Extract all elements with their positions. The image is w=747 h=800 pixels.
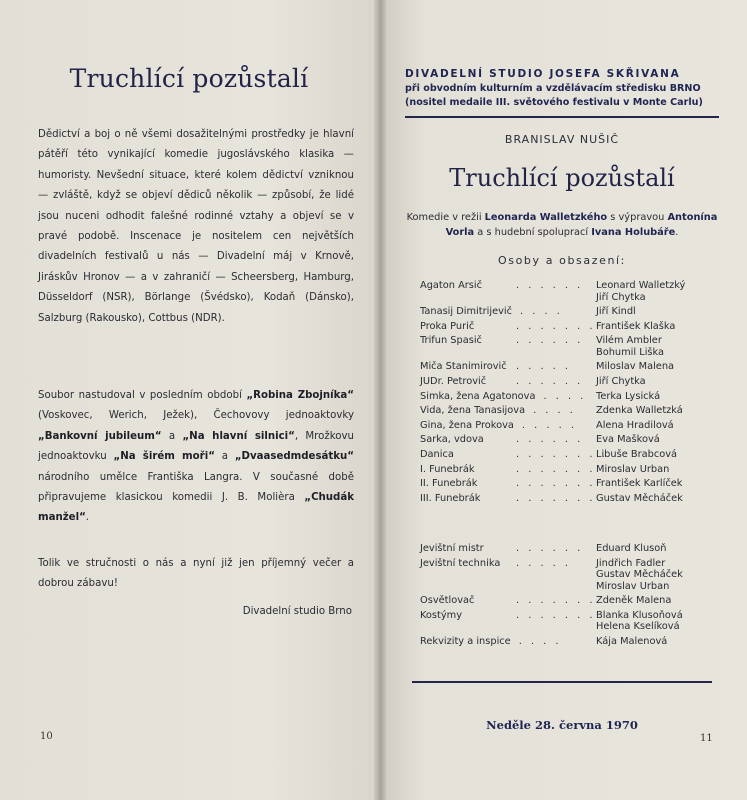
rep-title-bankovni: „Bankovní jubileum“ bbox=[38, 430, 162, 442]
cast-role: Trifun Spasič bbox=[420, 335, 482, 347]
crew-leader-dots: . . . . . . bbox=[516, 543, 584, 554]
crew-actor: Eduard Klusoň bbox=[596, 543, 667, 554]
closing-paragraph bbox=[38, 554, 354, 595]
cast-actor: Jiří Kindl bbox=[596, 306, 636, 318]
cast-role: Proka Purič bbox=[420, 320, 475, 332]
left-page-title: Truchlící pozůstalí bbox=[69, 64, 309, 93]
crew-leader-dots: . . . . . . . bbox=[516, 595, 596, 607]
cast-role: I. Funebrák bbox=[420, 463, 475, 475]
intro-paragraph bbox=[38, 125, 354, 329]
cast-leader-dots: . . . . . . . bbox=[516, 492, 596, 504]
cast-leader-dots: . . . . . bbox=[516, 361, 572, 373]
cast-actor: Miroslav Urban bbox=[596, 463, 670, 475]
cast-role: Sarka, vdova bbox=[420, 434, 484, 446]
play-title: Truchlící pozůstalí bbox=[449, 164, 675, 192]
rep-t4: , Mrožkovu jednoaktovku bbox=[38, 430, 354, 463]
cast-leader-dots: . . . . . . . bbox=[516, 478, 596, 490]
cast-role: Gina, žena Prokova bbox=[420, 419, 514, 431]
crew-leader-dots: . . . . . bbox=[516, 557, 572, 569]
crew-actor: Jindřich Fadler Gustav Měcháček Miroslav Urban bbox=[596, 557, 683, 592]
left-page-number: 10 bbox=[40, 731, 53, 742]
cast-role: JUDr. Petrovič bbox=[420, 376, 487, 387]
credits-director: Leonarda Walletzkého bbox=[484, 212, 608, 223]
cast-actor: Miloslav Malena bbox=[596, 361, 675, 373]
cast-role: Agaton Arsič bbox=[420, 280, 483, 291]
cast-actor: Vilém Ambler Bohumil Liška bbox=[596, 335, 665, 358]
credits-t3: a s hudební spoluprací bbox=[474, 227, 592, 238]
cast-leader-dots: . . . . bbox=[543, 390, 587, 402]
cast-role: Tanasij Dimitrijevič bbox=[420, 306, 513, 318]
crew-role: Jevištní technika bbox=[420, 557, 501, 569]
author-name: BRANISLAV NUŠIČ bbox=[504, 133, 620, 146]
cast-actor: Gustav Měcháček bbox=[596, 492, 683, 504]
theatre-name: DIVADELNÍ STUDIO JOSEFA SKŘIVANA bbox=[405, 68, 681, 80]
credits-t2: s výpravou bbox=[607, 212, 668, 223]
cast-actor: František Karlíček bbox=[596, 478, 683, 490]
crew-leader-dots: . . . . bbox=[518, 635, 562, 647]
cast-role: III. Funebrák bbox=[420, 492, 481, 504]
cast-actor: Terka Lysická bbox=[596, 390, 661, 402]
credits-t4: . bbox=[675, 227, 679, 238]
rep-t2: (Voskovec, Werich, Ježek), Čechovovy jednoaktovky bbox=[38, 410, 354, 422]
rep-t1: Soubor nastudoval v posledním období bbox=[38, 390, 247, 401]
crew-role: Osvětlovač bbox=[420, 595, 475, 607]
crew-role: Kostýmy bbox=[420, 609, 463, 621]
closing-text: Tolik ve stručnosti o nás a nyní již jen příjemný večer a dobrou zábavu! bbox=[38, 558, 354, 590]
rep-title-chudak: „Chudák manžel“ bbox=[38, 492, 354, 524]
theatre-award: (nositel medaile III. světového festivalu v Monte Carlu) bbox=[405, 97, 703, 108]
crew-role: Rekvizity a inspice bbox=[420, 635, 511, 647]
cast-leader-dots: . . . . . . bbox=[516, 434, 584, 446]
intro-text: Dědictví a boj o ně všemi dosažitelnými prostředky je hlavní pátěří této vynikající komedie jugoslávského klasika — humoristy. Nevšední situace, které kolem dědictví vzniknou — zvláště, když se objeví dědiců několik — způsobí, že lidé jsou nuceni odhodit falešné rodinné vztahy a objeví se v pravé podobě. Inscenace je nositelem cen největších divadelních festivalů u nás — Divadelní máj v Krnově, Jiráskův Hronov — a v zahraničí — Scheersberg, Hamburg, Düsseldorf (NSR), Börlange (Švédsko), Kodaň (Dánsko), Salzburg (Rakousko), Cottbus (NDR). bbox=[38, 129, 354, 324]
cast-leader-dots: . . . . . . bbox=[516, 280, 584, 291]
repertoire-text bbox=[38, 386, 354, 529]
header-rule bbox=[405, 116, 719, 118]
cast-leader-dots: . . . . bbox=[520, 306, 563, 318]
credits-designer: Antonína Vorla bbox=[445, 212, 718, 238]
cast-actor: František Klaška bbox=[596, 320, 676, 332]
right-page-number: 11 bbox=[700, 733, 713, 744]
signature: Divadelní studio Brno bbox=[242, 606, 352, 617]
cast-leader-dots: . . . . . . . bbox=[516, 320, 596, 332]
cast-actor: Zdenka Walletzká bbox=[596, 405, 683, 417]
rep-title-silnici: „Na hlavní silnici“ bbox=[182, 430, 295, 442]
crew-role: Jevištní mistr bbox=[420, 543, 484, 554]
cast-role: Vida, žena Tanasijova bbox=[420, 405, 526, 417]
footer-rule bbox=[412, 681, 712, 683]
cast-leader-dots: . . . . . . . bbox=[516, 463, 596, 475]
rep-title-dvaasedmdesatka: „Dvaasedmdesátku“ bbox=[234, 451, 354, 463]
rep-t3: a bbox=[161, 430, 183, 442]
credits-t1: Komedie v režii bbox=[406, 212, 485, 223]
rep-title-mori: „Na širém moři“ bbox=[113, 451, 215, 463]
rep-t6: národního umělce Františka Langra. V současné době připravujeme klasickou komedii J. B. Molièra bbox=[38, 471, 354, 504]
book-gutter bbox=[374, 0, 386, 800]
crew-actor: Blanka Klusoňová Helena Kselíková bbox=[596, 609, 683, 633]
cast-leader-dots: . . . . bbox=[533, 405, 576, 417]
cast-leader-dots: . . . . . . bbox=[516, 376, 584, 387]
crew-actor: Kája Malenová bbox=[596, 635, 668, 647]
cast-actor: Eva Mašková bbox=[596, 434, 660, 446]
performance-date: Neděle 28. června 1970 bbox=[486, 718, 638, 732]
rep-t7: . bbox=[85, 512, 90, 524]
cast-actor: Alena Hradilová bbox=[596, 419, 674, 431]
cast-heading: Osoby a obsazení: bbox=[497, 254, 626, 267]
credits-music: Ivana Holubáře bbox=[591, 227, 676, 238]
cast-leader-dots: . . . . . bbox=[521, 419, 577, 431]
cast-actor: Leonard Walletzký Jiří Chytka bbox=[596, 280, 686, 303]
crew-leader-dots: . . . . . . . bbox=[516, 609, 596, 621]
cast-role: Miča Stanimirovič bbox=[420, 361, 507, 373]
cast-role: II. Funebrák bbox=[420, 478, 478, 490]
rep-t5: a bbox=[214, 451, 235, 463]
rep-title-robin: „Robina Zbojníka“ bbox=[246, 390, 354, 401]
cast-leader-dots: . . . . . . . . bbox=[516, 449, 608, 460]
cast-actor: Libuše Brabcová bbox=[596, 449, 678, 460]
theatre-affiliation: při obvodním kulturním a vzdělávacím středisku BRNO bbox=[405, 83, 701, 94]
production-credits bbox=[404, 210, 720, 240]
cast-role: Simka, žena Agatonova bbox=[420, 390, 536, 402]
cast-role: Danica bbox=[420, 449, 454, 460]
cast-leader-dots: . . . . . . bbox=[516, 335, 584, 347]
repertoire-paragraph bbox=[38, 386, 354, 529]
cast-actor: Jiří Chytka bbox=[596, 376, 646, 387]
crew-actor: Zdeněk Malena bbox=[596, 595, 672, 607]
